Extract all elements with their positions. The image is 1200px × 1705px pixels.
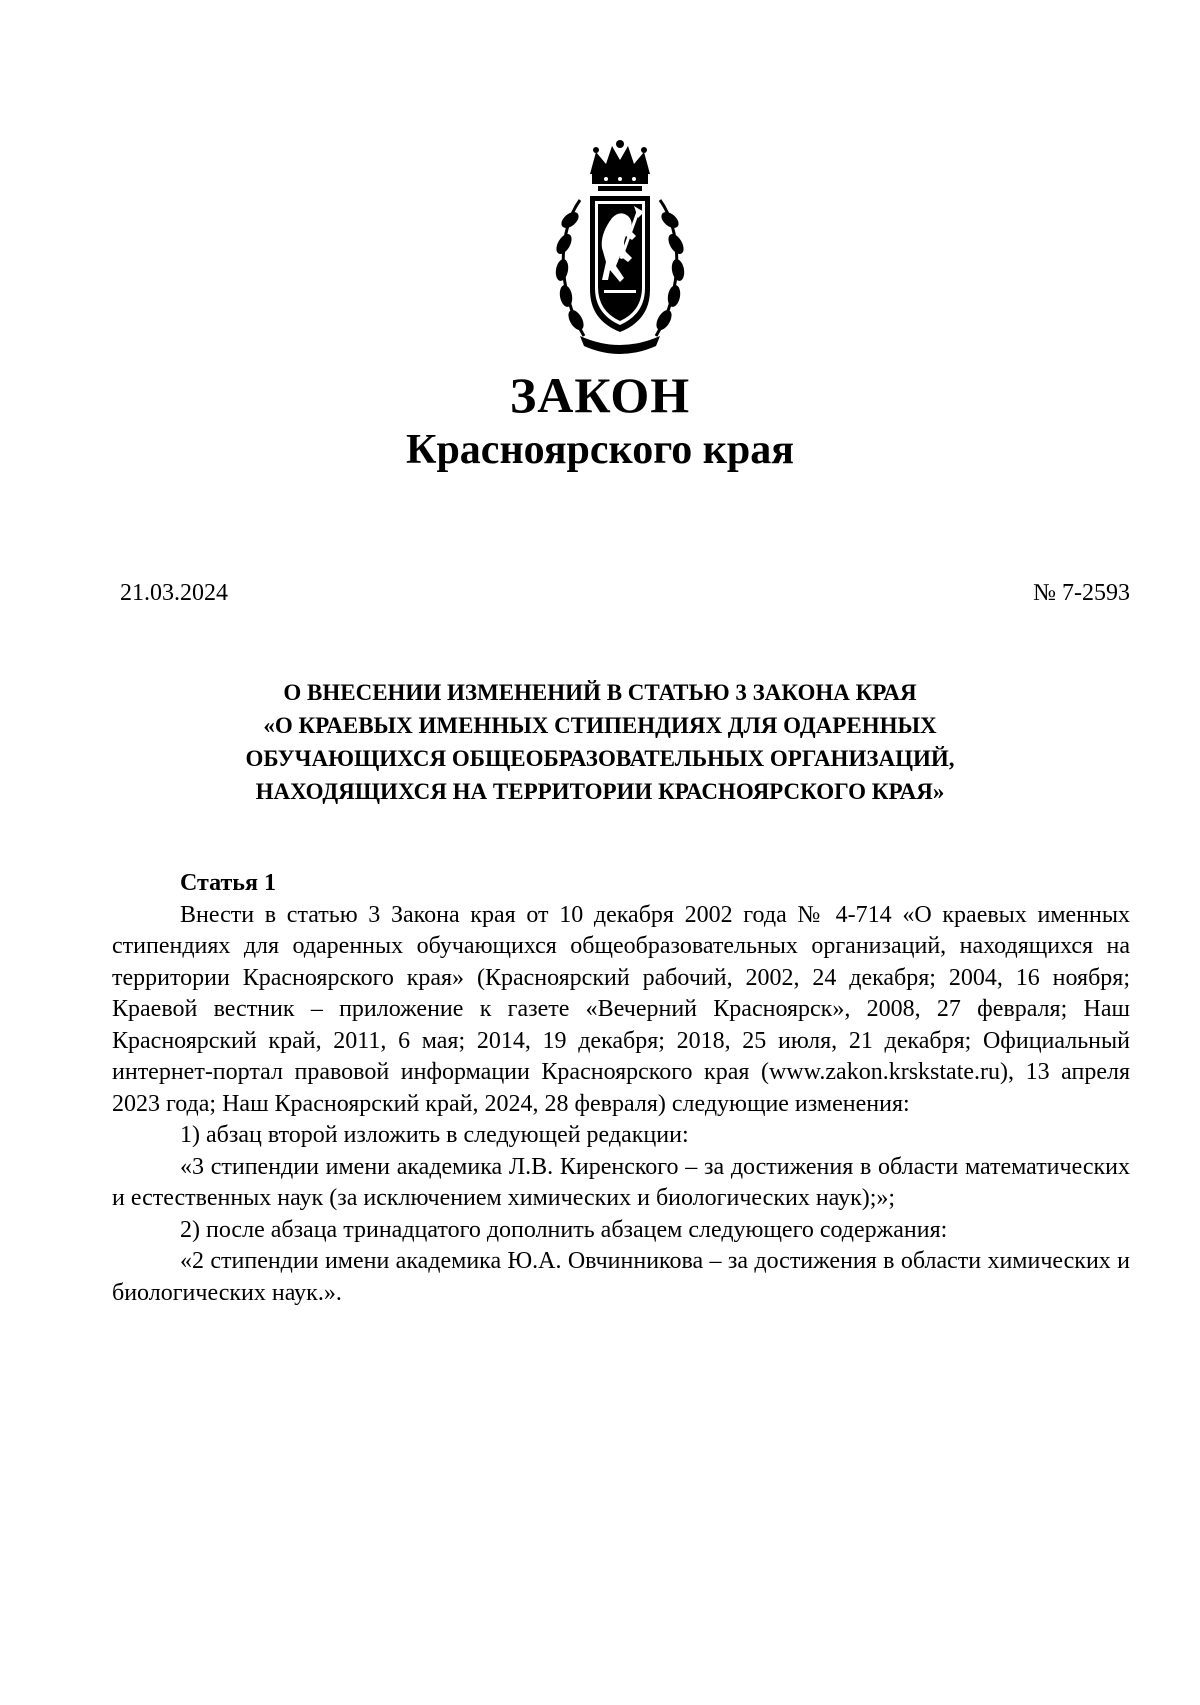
article-1	[112, 868, 1130, 1309]
article-paragraph: 1) абзац второй изложить в следующей редакции:	[180, 1122, 689, 1148]
law-title-line: О ВНЕСЕНИИ ИЗМЕНЕНИЙ В СТАТЬЮ 3 ЗАКОНА КРАЯ	[283, 680, 917, 705]
law-meta-line	[120, 580, 1130, 607]
law-number: № 7-2593	[1033, 580, 1130, 606]
article-paragraph: Внести в статью 3 Закона края от 10 декабря 2002 года № 4-714 «О краевых именных стипендиях для одаренных обучающихся общеобразовательных организаций, находящихся на территории Красноярского края» (Красноярский рабочий, 2002, 24 декабря; 2004, 16 ноября; Краевой вестник – приложение к газете «Вечерний Красноярск», 2008, 27 февраля; Наш Красноярский край, 2011, 6 мая; 2014, 19 декабря; 2018, 25 июля, 21 декабря; Официальный интернет-портал правовой информации Красноярского края (www.zakon.krskstate.ru), 13 апреля 2023 года; Наш Красноярский край, 2024, 28 февраля) следующие изменения:	[112, 901, 1130, 1117]
law-title	[100, 676, 1100, 808]
law-title-line: «О КРАЕВЫХ ИМЕННЫХ СТИПЕНДИЯХ ДЛЯ ОДАРЕННЫХ	[263, 713, 937, 738]
article-paragraph: 2) после абзаца тринадцатого дополнить абзацем следующего содержания:	[180, 1216, 948, 1243]
law-title-line: НАХОДЯЩИХСЯ НА ТЕРРИТОРИИ КРАСНОЯРСКОГО КРАЯ»	[255, 779, 945, 804]
krasnoyarsk-krai-coat-of-arms-icon	[540, 140, 700, 360]
article-paragraph: «3 стипендии имени академика Л.В. Киренского – за достижения в области математических и естественных наук (за исключением химических и биологических наук);»;	[112, 1153, 1130, 1211]
article-heading: Статья 1	[180, 870, 276, 896]
law-region-heading: Красноярского края	[405, 427, 795, 473]
article-paragraph: «2 стипендии имени академика Ю.А. Овчинникова – за достижения в области химических и биологических наук.».	[112, 1248, 1130, 1306]
law-title-line: ОБУЧАЮЩИХСЯ ОБЩЕОБРАЗОВАТЕЛЬНЫХ ОРГАНИЗАЦИЙ,	[245, 746, 955, 771]
law-date: 21.03.2024	[120, 580, 228, 606]
law-type-heading: ЗАКОН	[509, 367, 691, 423]
